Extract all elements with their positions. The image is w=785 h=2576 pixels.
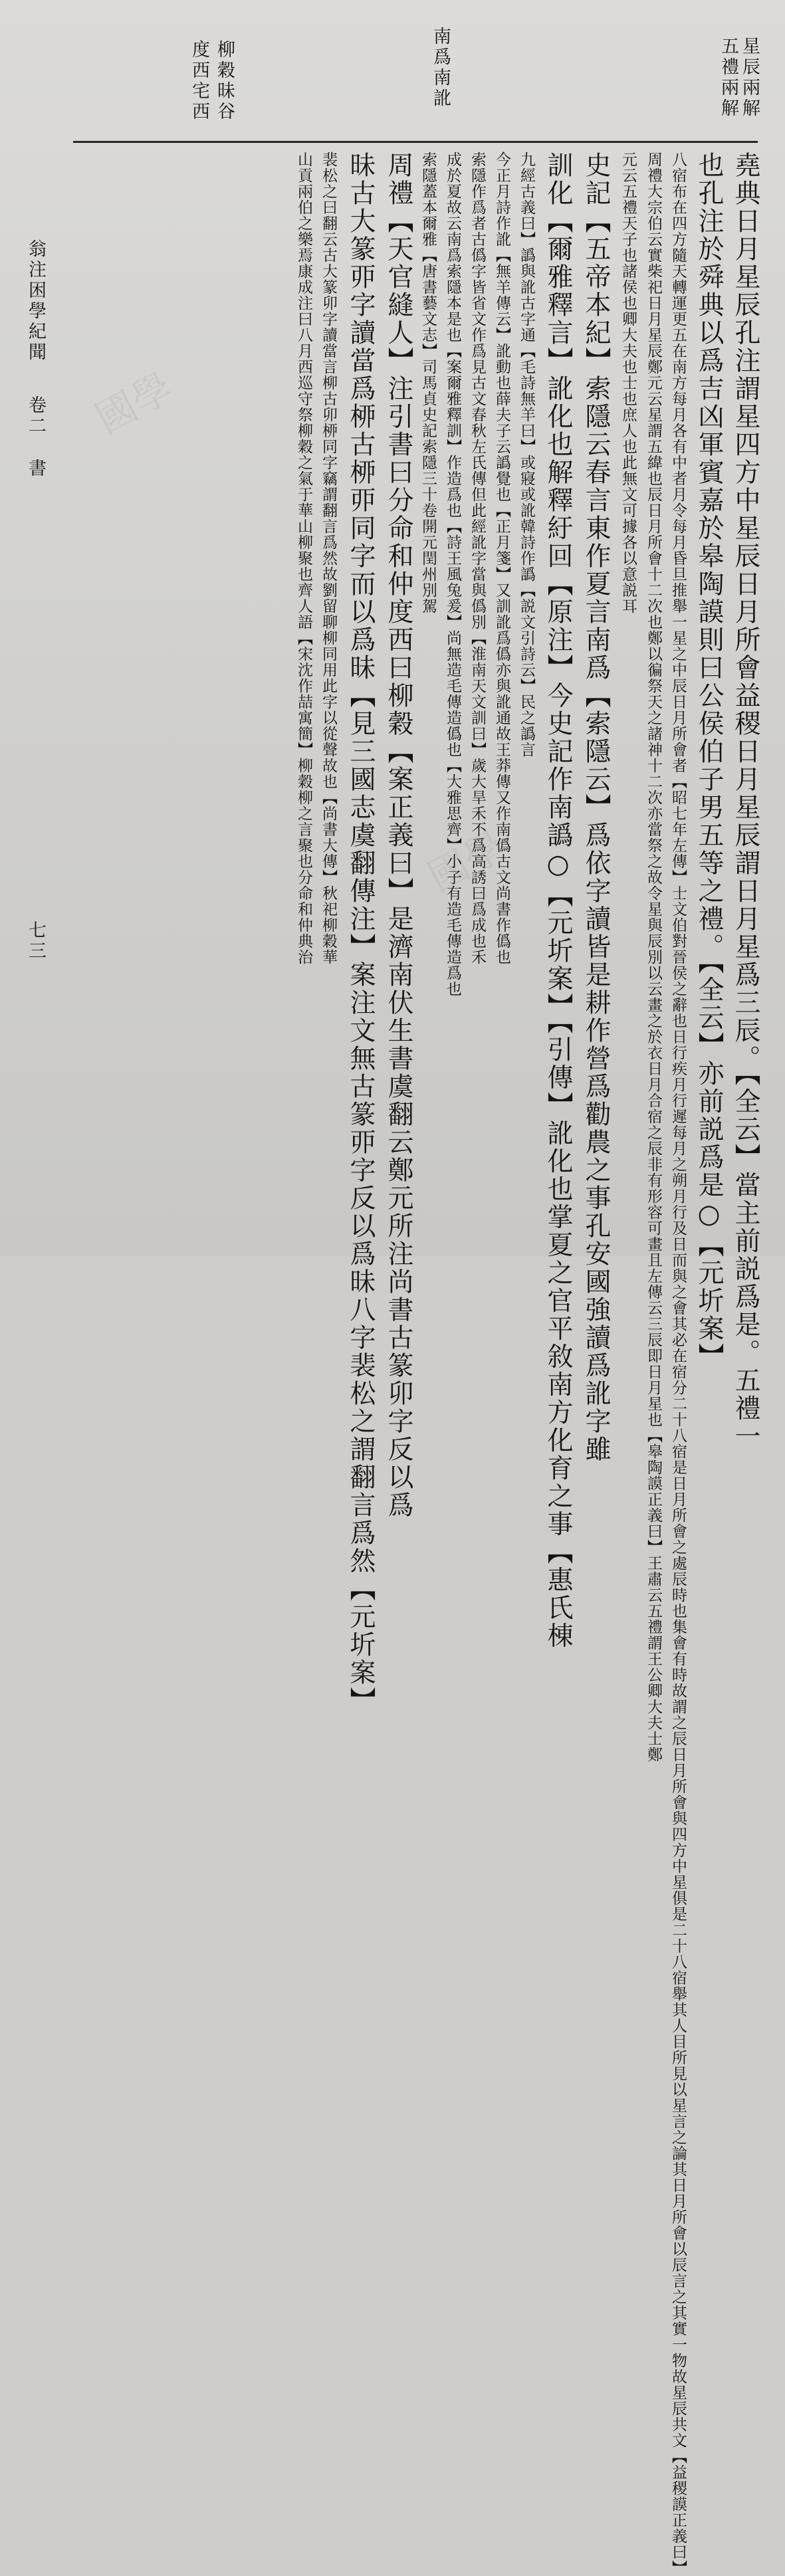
text-column-10: 索隱作爲者古僞字皆省文作爲見古文春秋左氏傳但此經訛字當與僞別【淮南天文訓曰】歲大旱禾不爲高誘曰爲成也禾 (469, 152, 486, 965)
book-title: 翁注困學紀聞 (25, 239, 46, 363)
page-number: 七三 (25, 920, 46, 962)
text-column-7: 訓化【爾雅釋言】訛化也解釋紆回【原注】今史記作南譌○【元圻案】【引傳】訛化也掌夏之官平敘南方化育之事【惠氏棟 (543, 152, 573, 1650)
header-topic-left-2: 度西宅西 (189, 40, 209, 122)
header-topic-right-1: 星辰兩解 (739, 37, 760, 119)
text-column-4: 周禮大宗伯云實柴祀日月星辰鄭元云星謂五緯也辰日月所會十二次也鄭以徧祭天之諸神十二次亦當祭之故令星與辰別以云畫之於衣日月合宿之辰非有形容可畫且左傳云三辰即日月星也【皋陶謨正義曰】王肅云五禮謂王公卿大夫士鄭 (645, 152, 662, 1763)
text-column-1: 堯典日月星辰孔注謂星四方中星辰日月所會益稷日月星辰謂日月星爲三辰。【全云】當主前説爲是。五禮一 (730, 152, 760, 1451)
text-column-9: 今正月詩作訛【無羊傳云】訛動也薛夫子云譌覺也【正月箋】又訓訛爲僞亦與訛通故王莽傳又作南僞古文尚書作僞也 (493, 152, 510, 965)
volume-label: 卷二 (25, 395, 46, 437)
text-column-14: 昧古大篆丣字讀當爲桺古桺丣同字而以爲昧【見三國志虞翻傳注】案注文無古篆丣字反以爲昧八字裴松之謂翻言爲然【元圻案】 (346, 152, 376, 1715)
header-topic-right-2: 五禮兩解 (718, 37, 738, 119)
text-column-12: 索隱蓋本爾雅【唐書藝文志】司馬貞史記索隱三十卷開元閏州別駕 (419, 152, 437, 614)
section-label: 書 (25, 459, 46, 479)
text-column-3: 八宿布在四方隨天轉運更五在南方每月各有中者月令每月昏旦推舉一星之中辰日月所會者【昭七年左傳】士文伯對晉侯之辭也日行疾月行遲每月之朔月行及日而與之會其必在宿分二十八宿是日月所會之處辰時也集會有時故謂之辰日月所會與四方中星俱是二十八宿舉其人目所見以星言之論其日月所會以辰言之其實一物故星辰共文【益稷謨正義曰】 (669, 152, 687, 2576)
header-topic-left-1: 柳穀昧谷 (214, 40, 235, 122)
text-column-8: 九經古義曰】譌與訛古字通【毛詩無羊曰】或寢或訛韓詩作譌【説文引詩云】民之譌言 (518, 152, 535, 758)
watermark: 國學 (88, 364, 181, 443)
text-column-16: 山貢兩伯之樂焉康成注曰八月西巡守祭柳穀之氣于華山柳聚也齊人語【宋沈作喆寓簡】柳穀柳之言聚也分命和仲典治 (295, 152, 312, 965)
text-column-13: 周禮【天官縫人】注引書曰分命和仲度西曰柳穀【案正義曰】是濟南伏生書虞翻云鄭元所注尚書古篆卯字反以爲 (384, 152, 413, 1519)
text-column-15: 裴松之曰翻云古大篆卯字讀當言柳古卯桺同字竊謂翻言爲然故劉留聊柳同用此字以從聲故也【尚書大傳】秋祀柳穀華 (320, 152, 337, 965)
header-topic-middle: 南爲南訛 (430, 27, 451, 109)
text-column-6: 史記【五帝本紀】索隱云春言東作夏言南爲【索隱云】爲依字讀皆是耕作營爲勸農之事孔安國強讀爲訛字雖 (581, 152, 611, 1463)
header-rule (73, 141, 758, 143)
text-column-5: 元云五禮天子也諸侯也卿大夫也士也庶人也此無文可據各以意説耳 (619, 152, 637, 614)
text-column-2: 也孔注於舜典以爲吉凶軍賓嘉於皋陶謨則曰公侯伯子男五等之禮。【全云】亦前説爲是○【元圻案】 (694, 152, 724, 1371)
watermark: 國學 (420, 823, 513, 902)
text-column-11: 成於夏故云南爲索隱本是也【案爾雅釋訓】作造爲也【詩王風兔爰】尚無造毛傳造僞也【大雅思齊】小子有造毛傳造爲也 (444, 152, 461, 997)
